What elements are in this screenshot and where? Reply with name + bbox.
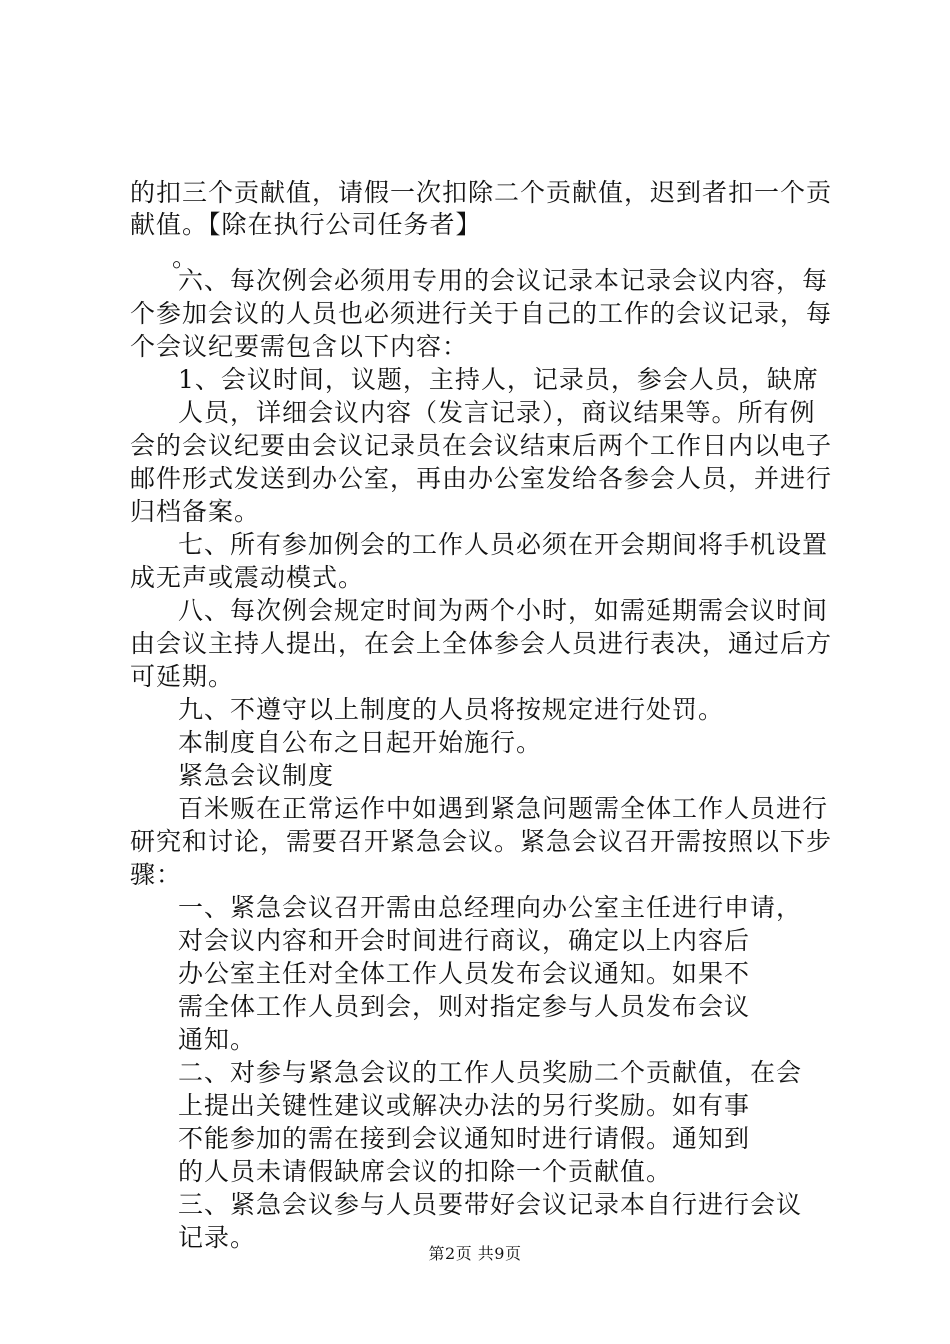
text-line: 二、对参与紧急会议的工作人员奖励二个贡献值，在会 xyxy=(178,1058,803,1087)
text-line: 的人员未请假缺席会议的扣除一个贡献值。 xyxy=(178,1157,673,1186)
text-line: 三、紧急会议参与人员要带好会议记录本自行进行会议 xyxy=(178,1190,803,1219)
text-line: 上提出关键性建议或解决办法的另行奖励。如有事 xyxy=(178,1091,751,1120)
text-line: 归档备案。 xyxy=(130,497,261,526)
text-line: 会的会议纪要由会议记录员在会议结束后两个工作日内以电子 xyxy=(130,431,833,460)
text-line: 不能参加的需在接到会议通知时进行请假。通知到 xyxy=(178,1124,751,1153)
text-line: 八、每次例会规定时间为两个小时，如需延期需会议时间 xyxy=(178,596,829,625)
text-line: 通知。 xyxy=(178,1025,257,1054)
text-line: 骤： xyxy=(130,860,183,889)
text-line: 的扣三个贡献值，请假一次扣除二个贡献值，迟到者扣一个贡 xyxy=(130,178,833,207)
text-line: 记录。 xyxy=(178,1223,257,1252)
text-line: 一、紧急会议召开需由总经理向办公室主任进行申请， xyxy=(178,893,803,922)
text-line: 七、所有参加例会的工作人员必须在开会期间将手机设置 xyxy=(178,530,829,559)
text-line: 可延期。 xyxy=(130,662,235,691)
text-line: 需全体工作人员到会，则对指定参与人员发布会议 xyxy=(178,992,751,1021)
text-line: 个参加会议的人员也必须进行关于自己的工作的会议记录，每 xyxy=(130,299,833,328)
page-footer: 第2页 共9页 xyxy=(428,1244,522,1263)
text-line: 由会议主持人提出，在会上全体参会人员进行表决，通过后方 xyxy=(130,629,833,658)
text-line: 办公室主任对全体工作人员发布会议通知。如果不 xyxy=(178,959,751,988)
text-line: 。 xyxy=(172,243,199,272)
text-line: 本制度自公布之日起开始施行。 xyxy=(178,728,543,757)
text-line: 献值。【除在执行公司任务者】 xyxy=(130,210,482,239)
text-line: 个会议纪要需包含以下内容： xyxy=(130,332,469,361)
text-line: 百米贩在正常运作中如遇到紧急问题需全体工作人员进行 xyxy=(178,794,829,823)
text-line: 人员，详细会议内容（发言记录），商议结果等。所有例 xyxy=(178,398,816,427)
text-line: 九、不遵守以上制度的人员将按规定进行处罚。 xyxy=(178,695,725,724)
text-line: 紧急会议制度 xyxy=(178,761,335,790)
text-line: 邮件形式发送到办公室，再由办公室发给各参会人员，并进行 xyxy=(130,464,833,493)
text-line: 对会议内容和开会时间进行商议，确定以上内容后 xyxy=(178,926,751,955)
text-line: 研究和讨论，需要召开紧急会议。紧急会议召开需按照以下步 xyxy=(130,827,833,856)
text-line: 六、每次例会必须用专用的会议记录本记录会议内容，每 xyxy=(178,266,829,295)
text-line: 1、会议时间，议题，主持人，记录员，参会人员，缺席 xyxy=(178,365,819,394)
text-line: 成无声或震动模式。 xyxy=(130,563,365,592)
